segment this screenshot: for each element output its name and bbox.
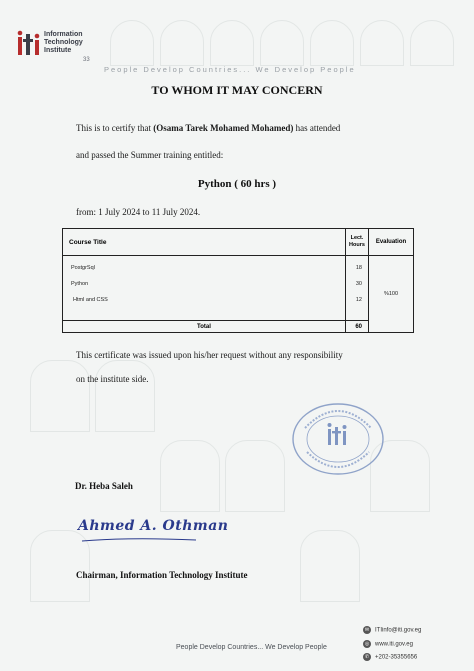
total-label: Total xyxy=(63,321,346,333)
bg-pattern xyxy=(95,360,155,432)
email-icon: ✉ xyxy=(364,627,370,633)
signatory-name: Dr. Heba Saleh xyxy=(75,481,133,491)
header-slogan: People Develop Countries... We Develop People xyxy=(104,65,356,74)
table-total-row xyxy=(63,321,414,333)
evaluation-value: %100 xyxy=(369,256,414,333)
page-title: TO WHOM IT MAY CONCERN xyxy=(151,83,323,97)
hours-header-line1: Lect. xyxy=(350,235,364,241)
phone-text: +202-35355656 xyxy=(375,654,418,661)
notice-line-2: on the institute side. xyxy=(76,374,149,384)
col-course-title: Course Title xyxy=(63,229,346,256)
handwritten-signature: Ahmed A. Othman xyxy=(78,518,229,534)
course-row-hours: 30 xyxy=(355,281,362,287)
hours-header-line2: Hours xyxy=(349,242,365,248)
intro-line-2: and passed the Summer training entitled: xyxy=(76,150,224,160)
bg-pattern xyxy=(300,530,360,602)
intro-line-1 xyxy=(76,123,340,133)
bg-pattern xyxy=(210,20,254,66)
institute-seal-icon xyxy=(291,402,385,476)
hours-list-cell xyxy=(346,256,369,321)
bg-pattern xyxy=(225,440,285,512)
bg-pattern xyxy=(30,360,90,432)
course-table xyxy=(62,228,414,333)
phone-icon: ✆ xyxy=(364,654,370,660)
notice-line-1: This certificate was issued upon his/her request without any responsibility xyxy=(76,350,343,360)
course-name: Python ( 60 hrs ) xyxy=(197,178,277,190)
course-row-name: Html and CSS xyxy=(73,297,108,303)
bg-pattern xyxy=(360,20,404,66)
footer-website xyxy=(363,640,413,648)
course-row-name: Python xyxy=(71,281,89,287)
table-body-row xyxy=(63,256,414,321)
logo-text: Information Technology Institute xyxy=(44,31,83,54)
course-list-cell xyxy=(63,256,346,321)
footer-slogan: People Develop Countries... We Develop People xyxy=(176,644,327,651)
total-hours: 60 xyxy=(346,321,369,333)
reference-number: 33 xyxy=(83,57,90,63)
footer-email xyxy=(363,626,421,634)
training-period: from: 1 July 2024 to 11 July 2024. xyxy=(76,207,201,217)
intro-suffix: has attended xyxy=(295,123,341,133)
intro-prefix: This is to certify that xyxy=(76,123,151,133)
table-header-row xyxy=(63,229,414,256)
bg-pattern xyxy=(260,20,304,66)
iti-logo-icon xyxy=(17,30,41,60)
col-lecture-hours xyxy=(346,229,369,256)
bg-pattern xyxy=(410,20,454,66)
course-row-hours: 12 xyxy=(355,297,362,303)
website-text: www.iti.gov.eg xyxy=(375,641,413,648)
email-text: ITIinfo@iti.gov.eg xyxy=(375,627,422,634)
signature-underline xyxy=(80,537,200,543)
globe-icon: ◎ xyxy=(364,641,370,647)
col-evaluation: Evaluation xyxy=(369,229,414,256)
trainee-name: (Osama Tarek Mohamed Mohamed) xyxy=(153,123,294,133)
signatory-title: Chairman, Information Technology Institute xyxy=(76,570,248,580)
course-row-name: PostgrSql xyxy=(71,265,95,271)
bg-pattern xyxy=(110,20,154,66)
footer-phone xyxy=(363,653,417,661)
bg-pattern xyxy=(160,440,220,512)
bg-pattern xyxy=(310,20,354,66)
bg-pattern xyxy=(160,20,204,66)
course-row-hours: 18 xyxy=(355,265,362,271)
